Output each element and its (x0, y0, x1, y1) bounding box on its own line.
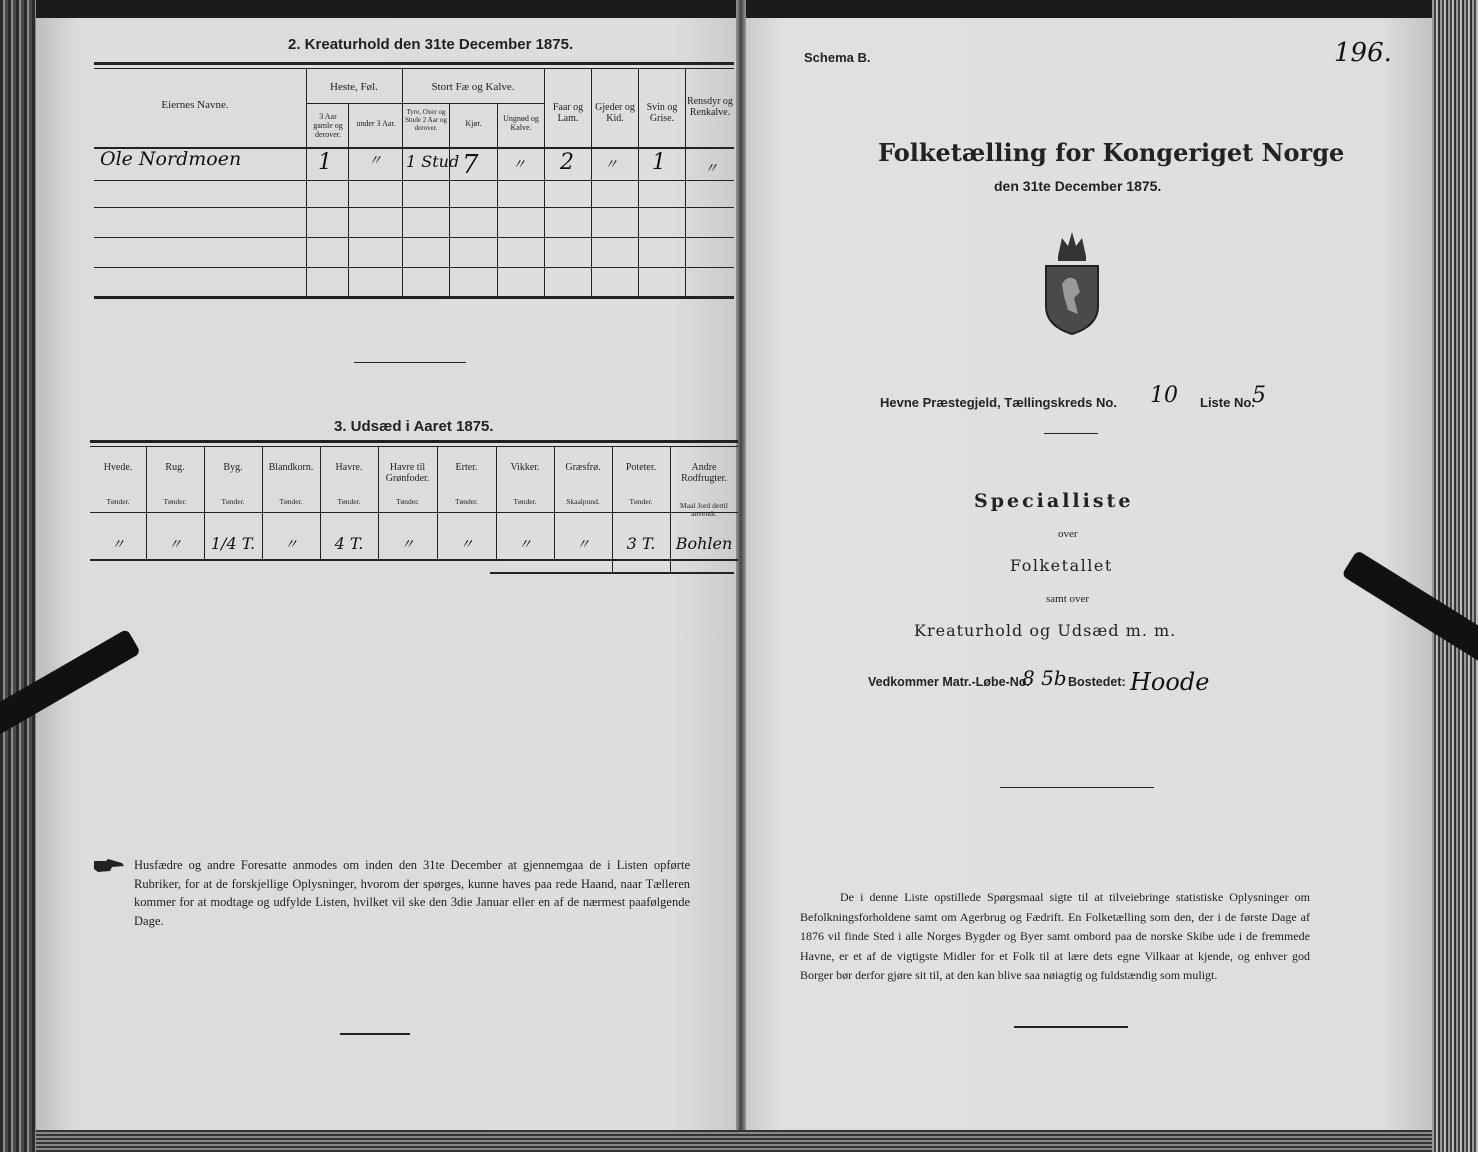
seed-header-name: Havre. (335, 462, 363, 473)
header-horses: Heste, Føl. (330, 81, 378, 93)
seed-header-unit: Tønder. (629, 497, 653, 506)
over-label: over (1058, 528, 1078, 540)
page-number: 196. (1334, 38, 1392, 68)
matr-label: Vedkommer Matr.-Løbe-No. (868, 675, 1030, 689)
seed-header-unit: Maal Jord dertil anvendt. (680, 501, 728, 518)
sheep-value: 2 (560, 150, 574, 175)
seed-value: 〃 (518, 537, 532, 553)
pigs-value: 1 (652, 150, 666, 175)
intro-paragraph: De i denne Liste opstillede Spørgsmaal sigte til at tilveiebringe statistiske Oplysninger om Befolkningsforholdene samt om Agerbrug og Fædrift. En Folketælling som den, der i de første Dage af 1876 vil finde Sted i alle Norges Bygder og Byer samt ombord paa de norske Skibe ude i de fremmede Havne, er et af de vigtigste Midler for et Folk til at lære dets egne Vilkaar at kjende, og enhver god Borger bør derfor gjøre sit til, at den kan blive saa nøiagtig og fuldstændig som muligt. (800, 890, 1310, 982)
section-3-title: 3. Udsæd i Aaret 1875. (334, 418, 494, 435)
subheader-rule (307, 103, 544, 104)
bostedet-value: Hoode (1130, 668, 1210, 696)
rule-bottom (1014, 1026, 1128, 1028)
list-label: Liste No. (1200, 395, 1255, 410)
seed-value: 〃 (168, 537, 182, 553)
left-page (36, 18, 740, 1138)
district-no: 10 (1150, 383, 1178, 408)
header-horses-old: 3 Aar gamle og derover. (313, 112, 343, 139)
seed-header-unit: Tønder. (163, 497, 187, 506)
seed-value: 〃 (111, 537, 125, 553)
seed-table-top-rule-thin (90, 446, 738, 447)
owner-name: Ole Nordmoen (100, 148, 242, 170)
seed-header-name: Byg. (223, 462, 243, 473)
seed-value: 〃 (400, 537, 415, 553)
seed-value: 〃 (576, 537, 590, 553)
header-cattle-calves: Ungnød og Kalve. (503, 114, 539, 132)
seed-header-name: Havre til Grønfoder. (385, 462, 430, 484)
seed-header-name: Andre Rodfrugter. (681, 462, 727, 484)
col-divider (497, 104, 498, 298)
goats-value: 〃 (604, 157, 618, 173)
header-reindeer: Rensdyr og Renkalve. (687, 96, 733, 118)
seed-value: 1/4 T. (210, 534, 256, 553)
cows-value: 7 (462, 150, 479, 180)
kreaturhold-label: Kreaturhold og Udsæd m. m. (914, 621, 1177, 640)
book-edge-bottom (36, 1130, 1432, 1152)
notice-text: Husfædre og andre Foresatte anmodes om inden den 31te December at gjennemgaa de i Listen opførte Rubriker, for at de forskjellige Oplysninger, hvorom der spørges, kunne haves paa rede Haand, naar Tælleren kommer for at modtage og udfylde Listen, hvilket vil ske den 3die Januar eller en af de nærmest paafølgende Dage. (134, 858, 690, 928)
seed-table-top-rule (90, 440, 738, 443)
header-goats: Gjeder og Kid. (595, 102, 635, 124)
seed-header-unit: Tønder. (454, 497, 479, 506)
title-date: den 31te December 1875. (994, 178, 1162, 194)
pointing-hand-icon (92, 857, 126, 875)
matr-no: 8 5b (1022, 666, 1067, 690)
schema-label: Schema B. (804, 50, 871, 65)
bottom-rule (340, 1033, 410, 1035)
seed-header-name: Erter. (455, 462, 478, 473)
folketallet-label: Folketallet (1010, 556, 1113, 575)
book-edge-right (1432, 0, 1478, 1152)
bulls-value: 1 Stud (406, 152, 460, 171)
seed-value: 〃 (284, 537, 298, 553)
parish-label: Hevne Præstegjeld, Tællingskreds No. (880, 395, 1117, 410)
col-divider (544, 68, 545, 298)
seed-header-name: Rug. (165, 462, 185, 473)
header-owner: Eiernes Navne. (161, 99, 229, 111)
seed-header-name: Hvede. (103, 462, 133, 473)
col-divider (591, 68, 592, 298)
calves-value: 〃 (512, 157, 526, 173)
seed-row-rule (90, 559, 738, 561)
header-cattle-bulls: Tyre, Oxer og Stude 2 Aar og derover. (405, 108, 447, 132)
book-edge-left (0, 0, 36, 1152)
header-cattle-cows: Kjør. (465, 119, 482, 128)
separator-rule (354, 362, 466, 363)
seed-value: 3 T. (626, 534, 656, 553)
specialliste-title: Specialliste (974, 490, 1134, 512)
seed-value: 〃 (459, 537, 474, 553)
samt-over-label: samt over (1046, 593, 1090, 605)
col-divider (638, 68, 639, 298)
seed-header-unit: Tønder. (221, 497, 245, 506)
main-title: Folketælling for Kongeriget Norge (878, 138, 1345, 167)
short-rule (1044, 433, 1098, 434)
seed-header-unit: Tønder. (513, 497, 537, 506)
header-sheep: Faar og Lam. (552, 102, 584, 124)
seed-header-unit: Skaalpund. (566, 497, 600, 506)
coat-of-arms-icon (1040, 226, 1104, 336)
col-divider (348, 104, 349, 298)
horses-young-value: 〃 (368, 153, 382, 169)
header-horses-young: under 3 Aar. (356, 119, 396, 128)
seed-header-unit: Tønder. (279, 497, 303, 506)
header-cattle: Stort Fæ og Kalve. (431, 81, 515, 93)
seed-header-name: Vikker. (510, 462, 540, 473)
seed-header-unit: Tønder. (337, 497, 361, 506)
seed-header-unit: Tønder. (106, 497, 130, 506)
list-no: 5 (1252, 383, 1266, 408)
seed-header-name: Græsfrø. (565, 462, 601, 473)
seed-header-unit: Tønder. (395, 497, 420, 506)
bostedet-label: Bostedet: (1068, 675, 1126, 689)
seed-header-name: Blandkorn. (268, 462, 314, 473)
seed-value: 4 T. (334, 534, 364, 553)
rule-mid (1000, 787, 1154, 788)
seed-header-rule (90, 512, 738, 513)
book-spine (736, 0, 746, 1152)
reindeer-value: 〃 (704, 161, 718, 177)
header-pigs: Svin og Grise. (646, 102, 678, 124)
seed-value: Bohlen (675, 534, 733, 553)
section-2-title: 2. Kreaturhold den 31te December 1875. (288, 36, 574, 53)
col-divider (449, 104, 450, 298)
seed-header-name: Poteter. (625, 462, 657, 473)
col-divider (685, 68, 686, 298)
horses-old-value: 1 (318, 150, 332, 175)
table-top-rule (94, 62, 734, 65)
